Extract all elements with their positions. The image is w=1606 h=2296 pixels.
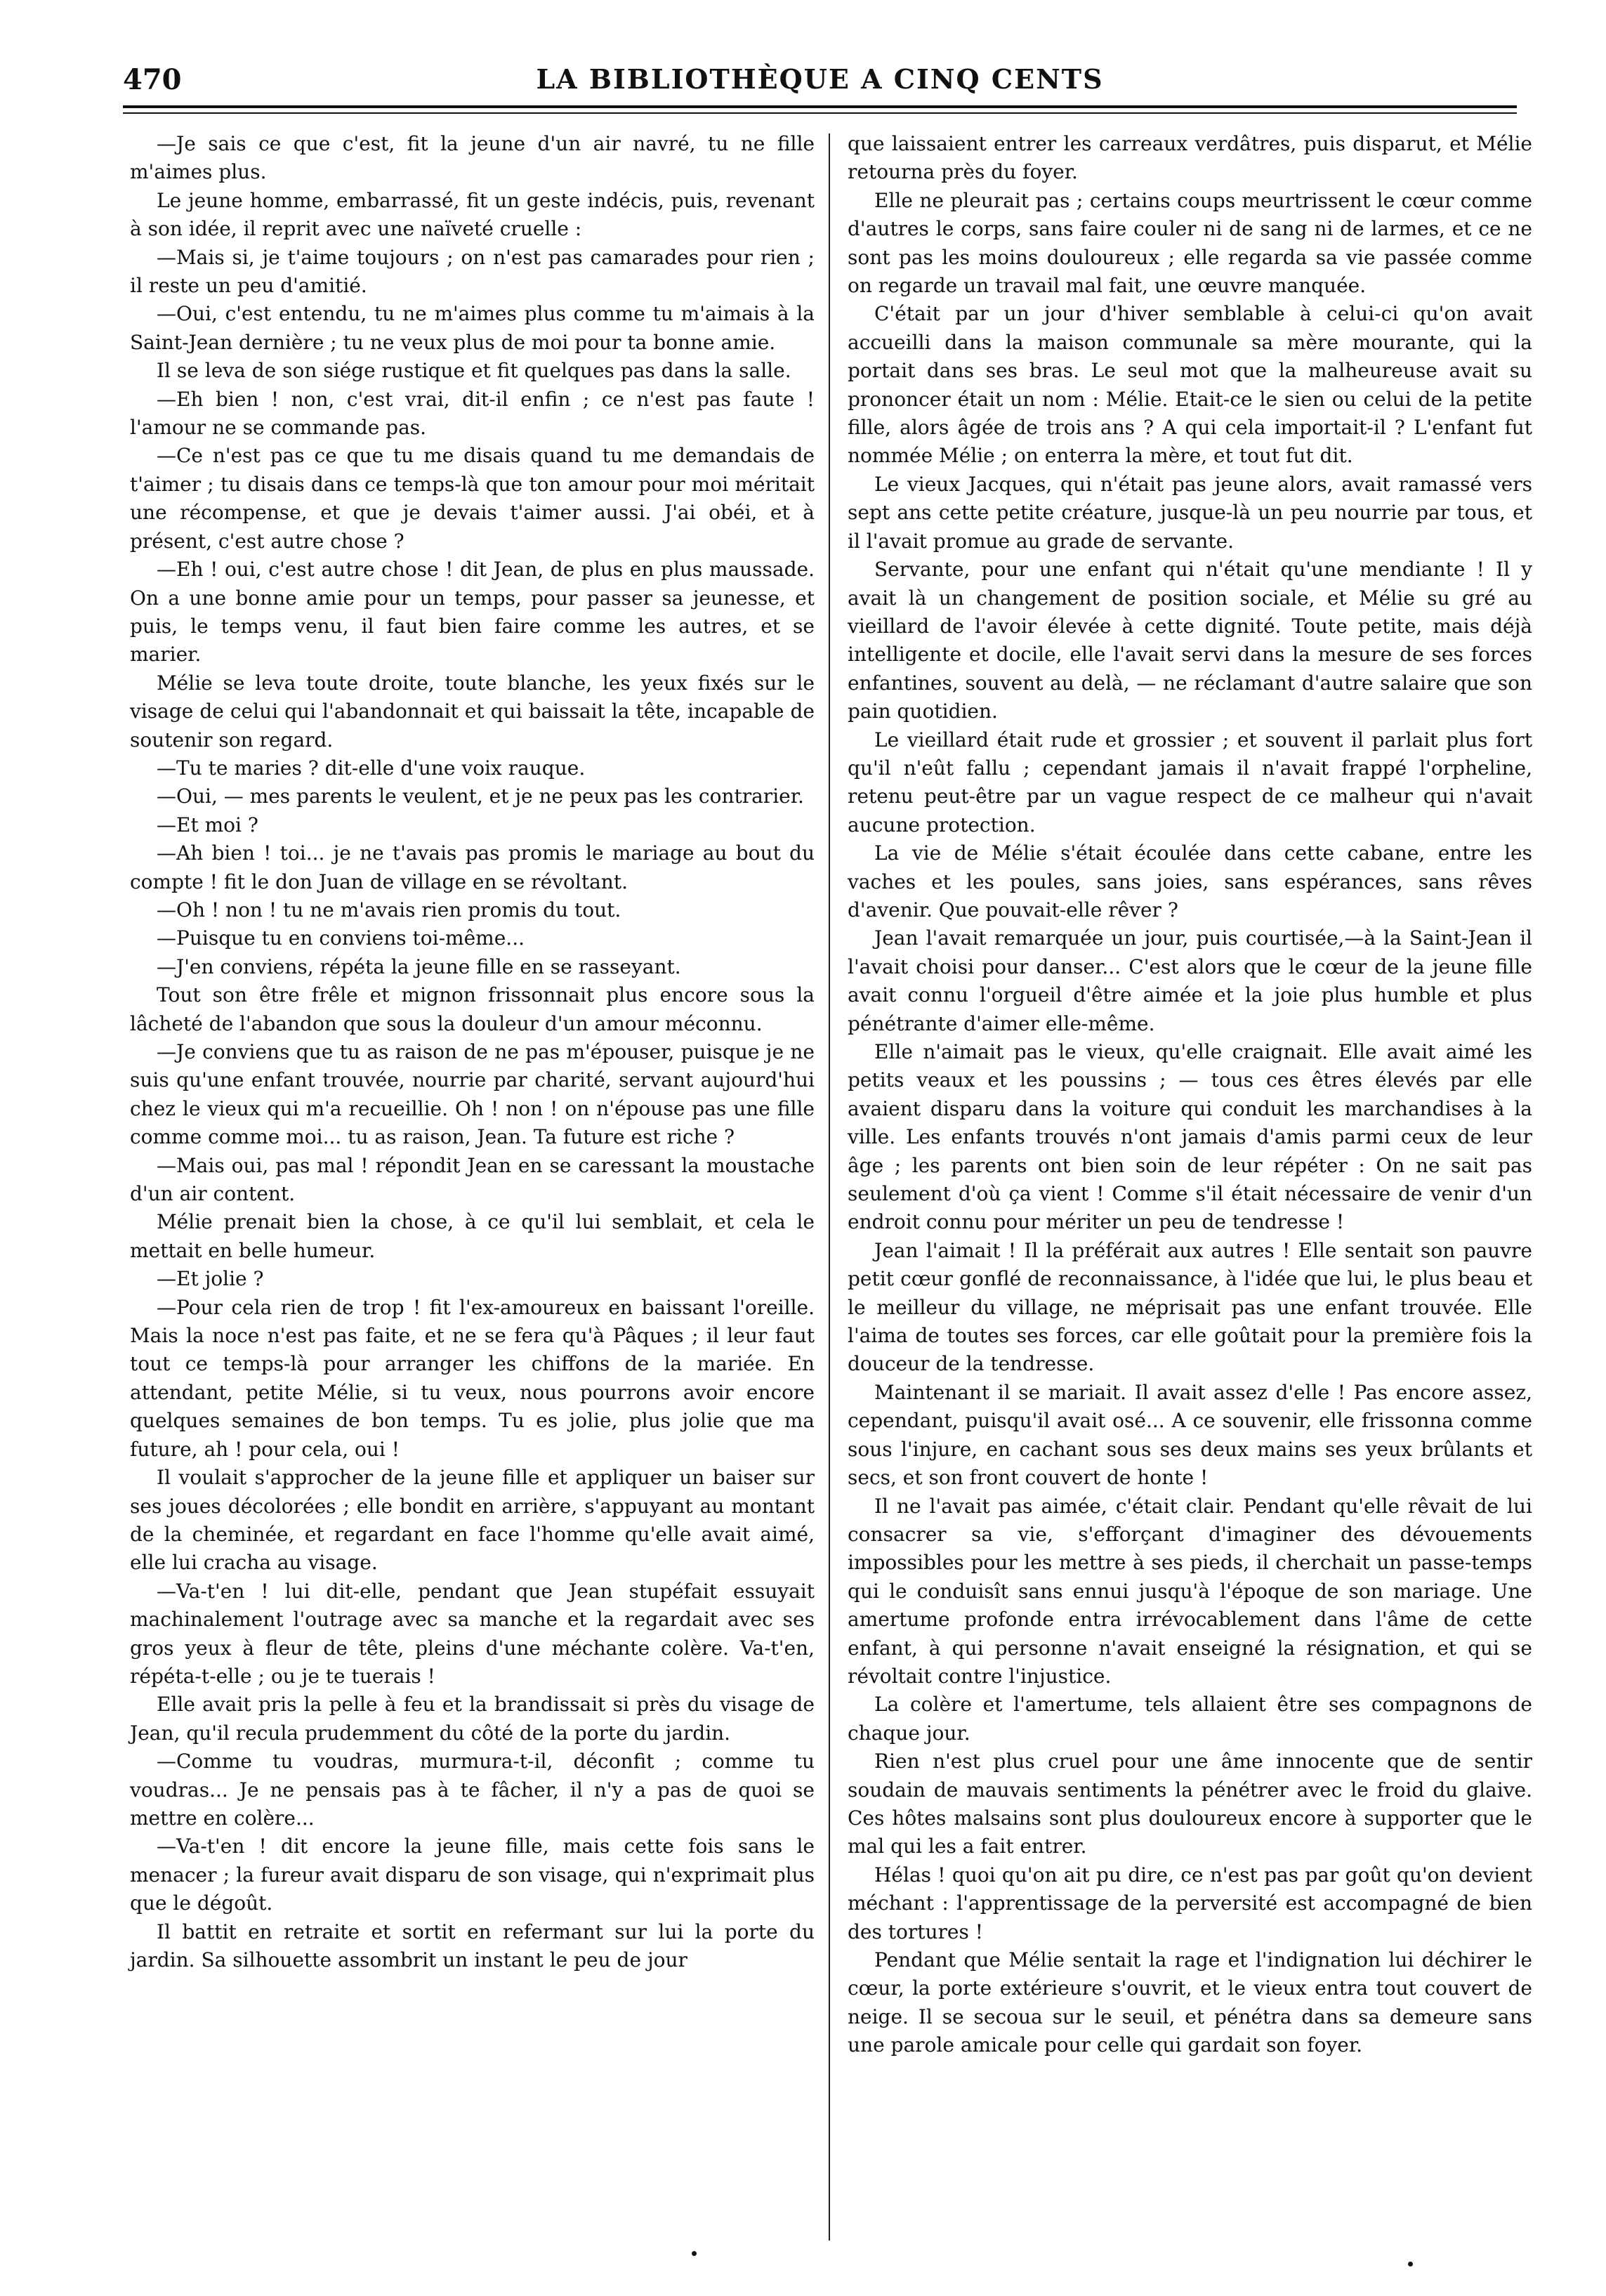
running-title: LA BIBLIOTHÈQUE A CINQ CENTS [536, 63, 1104, 95]
paragraph: —Eh bien ! non, c'est vrai, dit-il enfin ; ce n'est pas faute ! l'amour ne se commande pas. [130, 387, 815, 440]
paragraph: —Oui, — mes parents le veulent, et je ne peux pas les contrarier. [157, 785, 804, 808]
paragraph: —Oh ! non ! tu ne m'avais rien promis du tout. [157, 898, 621, 921]
paragraph: Le vieillard était rude et grossier ; et souvent il parlait plus fort qu'il n'eût fallu ; cependant jamais il n'avait frappé l'orpheline, retenu peut-être par un vague respect de ce malheur qui n'avait aucune protection. [848, 728, 1532, 837]
print-speck [692, 2251, 697, 2256]
paragraph: Hélas ! quoi qu'on ait pu dire, ce n'est pas par goût qu'on devient méchant : l'apprentissage de la perversité est accompagné de bien des tortures ! [848, 1863, 1532, 1943]
paragraph: —Et jolie ? [157, 1267, 264, 1291]
paragraph: —Mais oui, pas mal ! répondit Jean en se caressant la moustache d'un air content. [130, 1153, 815, 1206]
paragraph: Tout son être frêle et mignon frissonnait plus encore sous la lâcheté de l'abandon que sous la douleur d'un amour méconnu. [130, 983, 815, 1035]
paragraph: Le vieux Jacques, qui n'était pas jeune alors, avait ramassé vers sept ans cette petite créature, jusque-là un peu nourrie par tous, et il l'avait promue au grade de servante. [848, 472, 1532, 553]
page-number: 470 [123, 63, 182, 96]
header-rule-thin [123, 112, 1517, 114]
right-column [848, 130, 1532, 2060]
page-header [123, 63, 1517, 105]
paragraph: —Pour cela rien de trop ! fit l'ex-amoureux en baissant l'oreille. Mais la noce n'est pas faite, et ne se fera qu'à Pâques ; il leur faut tout ce temps-là pour arranger les chiffons de la mariée. En attendant, petite Mélie, si tu veux, nous pourrons avoir encore quelques semaines de bon temps. Tu es jolie, plus jolie que ma future, ah ! pour cela, oui ! [130, 1295, 815, 1461]
paragraph: que laissaient entrer les carreaux verdâtres, puis disparut, et Mélie retourna près du foyer. [848, 132, 1532, 184]
column-separator [829, 133, 830, 2241]
paragraph: —J'en conviens, répéta la jeune fille en se rasseyant. [157, 955, 681, 978]
paragraph: C'était par un jour d'hiver semblable à celui-ci qu'on avait accueilli dans la maison communale sa mère mourante, qui la portait dans ses bras. Le seul mot que la malheureuse avait su prononcer était un nom : Mélie. Etait-ce le sien ou celui de la petite fille, alors âgée de trois ans ? A qui cela importait-il ? L'enfant fut nommée Mélie ; on enterra la mère, et tout fut dit. [848, 302, 1532, 468]
left-column [130, 130, 815, 1974]
paragraph: —Va-t'en ! dit encore la jeune fille, mais cette fois sans le menacer ; la fureur avait disparu de son visage, qui n'exprimait plus que le dégoût. [130, 1835, 815, 1915]
paragraph: —Je sais ce que c'est, fit la jeune d'un air navré, tu ne fille m'aimes plus. [130, 132, 815, 184]
paragraph: —Ah bien ! toi... je ne t'avais pas promis le mariage au bout du compte ! fit le don Juan de village en se révoltant. [130, 841, 815, 893]
header-rule [123, 105, 1517, 108]
paragraph: Maintenant il se mariait. Il avait assez d'elle ! Pas encore assez, cependant, puisqu'il avait osé... A ce souvenir, elle frissonna comme sous l'injure, en cachant sous ses deux mains ses yeux brûlants et secs, et son front couvert de honte ! [848, 1380, 1532, 1490]
paragraph: —Tu te maries ? dit-elle d'une voix rauque. [157, 756, 586, 780]
paragraph: —Ce n'est pas ce que tu me disais quand tu me demandais de t'aimer ; tu disais dans ce temps-là que ton amour pour moi méritait une récompense, et que je devais t'aimer aussi. J'ai obéi, et à présent, c'est autre chose ? [130, 444, 815, 553]
paragraph: Mélie prenait bien la chose, à ce qu'il lui semblait, et cela le mettait en belle humeur. [130, 1210, 815, 1262]
paragraph: —Oui, c'est entendu, tu ne m'aimes plus comme tu m'aimais à la Saint-Jean dernière ; tu ne veux plus de moi pour ta bonne amie. [130, 302, 815, 354]
paragraph: Rien n'est plus cruel pour une âme innocente que de sentir soudain de mauvais sentiments la pénétrer avec le froid du glaive. Ces hôtes malsains sont plus douloureux encore à supporter que le mal qui les a fait entrer. [848, 1750, 1532, 1858]
paragraph: Elle ne pleurait pas ; certains coups meurtrissent le cœur comme d'autres le corps, sans faire couler ni de sang ni de larmes, et ce ne sont pas les moins douloureux ; elle regarda sa vie passée comme on regarde un travail mal fait, une œuvre manquée. [848, 188, 1532, 298]
paragraph: Jean l'avait remarquée un jour, puis courtisée,—à la Saint-Jean il l'avait choisi pour danser... C'est alors que le cœur de la jeune fille avait connu l'orgueil d'être aimée et la joie plus humble et plus pénétrante d'aimer elle-même. [848, 926, 1532, 1035]
paragraph: Il voulait s'approcher de la jeune fille et appliquer un baiser sur ses joues décolorées ; elle bondit en arrière, s'appuyant au montant de la cheminée, et regardant en face l'homme qu'elle avait aimé, elle lui cracha au visage. [130, 1466, 815, 1575]
paragraph: La colère et l'amertume, tels allaient être ses compagnons de chaque jour. [848, 1693, 1532, 1745]
paragraph: Elle n'aimait pas le vieux, qu'elle craignait. Elle avait aimé les petits veaux et les poussins ; — tous ces êtres élevés par elle avaient disparu dans la voiture qui conduit les marchandises à la ville. Les enfants trouvés n'ont jamais d'amis parmi ceux de leur âge ; les parents ont bien soin de leur répéter : On ne sait pas seulement d'où ça vient ! Comme s'il était nécessaire de venir d'un endroit connu pour mériter un peu de tendresse ! [848, 1040, 1532, 1234]
paragraph: Il battit en retraite et sortit en refermant sur lui la porte du jardin. Sa silhouette assombrit un instant le peu de jour [130, 1920, 815, 1972]
paragraph: —Et moi ? [157, 813, 258, 837]
paragraph: Servante, pour une enfant qui n'était qu'une mendiante ! Il y avait là un changement de position sociale, et Mélie su gré au vieillard de l'avoir élevée à cette dignité. Toute petite, mais déjà intelligente et docile, elle l'avait servi dans la mesure de ses forces enfantines, souvent au delà, — ne réclamant d'autre salaire que son pain quotidien. [848, 558, 1532, 723]
paragraph: —Comme tu voudras, murmura-t-il, déconfit ; comme tu voudras... Je ne pensais pas à te fâcher, il n'y a pas de quoi se mettre en colère... [130, 1750, 815, 1830]
paragraph: —Va-t'en ! lui dit-elle, pendant que Jean stupéfait essuyait machinalement l'outrage avec sa manche et la regardait avec ses gros yeux à fleur de tête, pleins d'une méchante colère. Va-t'en, répéta-t-elle ; ou je te tuerais ! [130, 1579, 815, 1688]
paragraph: Jean l'aimait ! Il la préférait aux autres ! Elle sentait son pauvre petit cœur gonflé de reconnaissance, à l'idée que lui, le plus beau et le meilleur du village, ne méprisait pas une enfant trouvée. Elle l'aima de toutes ses forces, car elle goûtait pour la première fois la douceur de la tendresse. [848, 1238, 1532, 1376]
paragraph: Pendant que Mélie sentait la rage et l'indignation lui déchirer le cœur, la porte extérieure s'ouvrit, et le vieux entra tout couvert de neige. Il se secoua sur le seuil, et pénétra dans sa demeure sans une parole amicale pour celle qui gardait son foyer. [848, 1948, 1532, 2057]
paragraph: Il se leva de son siége rustique et fit quelques pas dans la salle. [157, 359, 791, 383]
paragraph: Le jeune homme, embarrassé, fit un geste indécis, puis, revenant à son idée, il reprit avec une naïveté cruelle : [130, 188, 815, 241]
paragraph: Mélie se leva toute droite, toute blanche, les yeux fixés sur le visage de celui qui l'abandonnait et qui baissait la tête, incapable de soutenir son regard. [130, 671, 815, 752]
print-speck [1408, 2262, 1413, 2267]
paragraph: Elle avait pris la pelle à feu et la brandissait si près du visage de Jean, qu'il recula prudemment du côté de la porte du jardin. [130, 1693, 815, 1745]
paragraph: —Mais si, je t'aime toujours ; on n'est pas camarades pour rien ; il reste un peu d'amitié. [130, 245, 815, 298]
paragraph: Il ne l'avait pas aimée, c'était clair. Pendant qu'elle rêvait de lui consacrer sa vie, s'efforçant d'imaginer des dévouements impossibles pour les mettre à ses pieds, il cherchait un passe-temps qui le conduisît sans ennui jusqu'à l'époque de son mariage. Une amertume profonde entra irrévocablement dans l'âme de cette enfant, à qui personne n'avait enseigné la résignation, et qui se révoltait contre l'injustice. [848, 1494, 1532, 1688]
paragraph: La vie de Mélie s'était écoulée dans cette cabane, entre les vaches et les poules, sans joies, sans espérances, sans rêves d'avenir. Que pouvait-elle rêver ? [848, 841, 1532, 921]
paragraph: —Je conviens que tu as raison de ne pas m'épouser, puisque je ne suis qu'une enfant trouvée, nourrie par charité, servant aujourd'hui chez le vieux qui m'a recueillie. Oh ! non ! on n'épouse pas une fille comme comme moi... tu as raison, Jean. Ta future est riche ? [130, 1040, 815, 1149]
paragraph: —Eh ! oui, c'est autre chose ! dit Jean, de plus en plus maussade. On a une bonne amie pour un temps, pour passer sa jeunesse, et puis, le temps venu, il faut bien faire comme les autres, et se marier. [130, 558, 815, 667]
paragraph: —Puisque tu en conviens toi-même... [157, 926, 525, 950]
